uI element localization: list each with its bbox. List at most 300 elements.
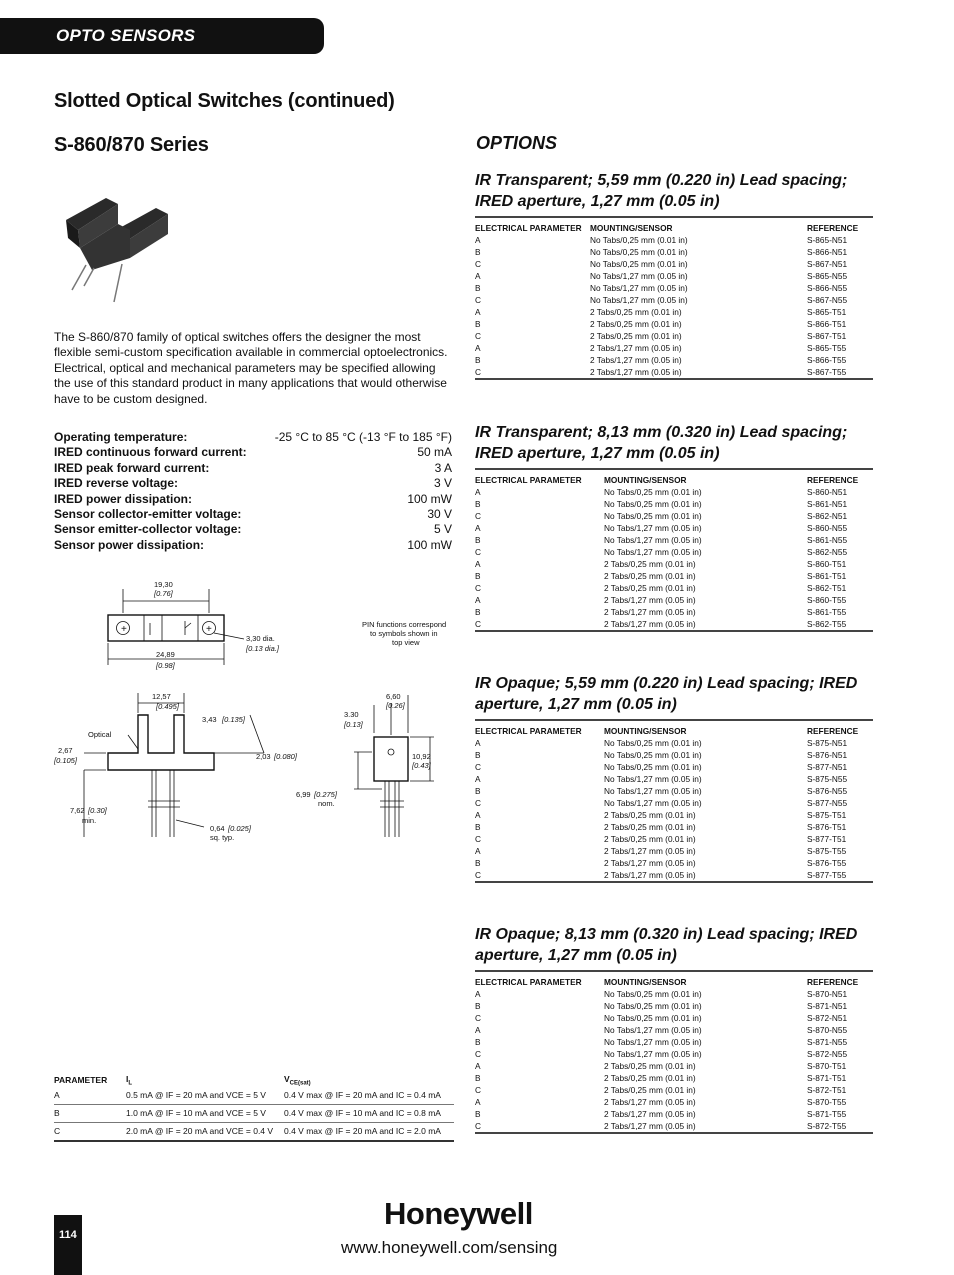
spec-value: 3 A bbox=[434, 460, 452, 475]
cell-reference: S-860-N55 bbox=[807, 523, 848, 533]
cell-mounting: 2 Tabs/0,25 mm (0.01 in) bbox=[604, 1073, 696, 1083]
column-header: ELECTRICAL PARAMETER bbox=[475, 475, 582, 485]
cell-reference: S-875-N55 bbox=[807, 774, 848, 784]
cell-reference: S-870-T51 bbox=[807, 1061, 847, 1071]
table-row bbox=[475, 594, 873, 606]
table-row bbox=[475, 761, 873, 773]
cell-reference: S-872-N51 bbox=[807, 1013, 848, 1023]
series-title: S-860/870 Series bbox=[54, 134, 209, 156]
cell-mounting: 2 Tabs/1,27 mm (0.05 in) bbox=[604, 595, 696, 605]
cell-reference: S-861-T55 bbox=[807, 607, 847, 617]
cell-mounting: No Tabs/1,27 mm (0.05 in) bbox=[604, 1049, 702, 1059]
dim-overall-in: [0.98] bbox=[156, 661, 175, 670]
cell-mounting: 2 Tabs/0,25 mm (0.01 in) bbox=[590, 319, 682, 329]
cell-mounting: 2 Tabs/0,25 mm (0.01 in) bbox=[590, 331, 682, 341]
cell-mounting: 2 Tabs/1,27 mm (0.05 in) bbox=[604, 607, 696, 617]
option-section bbox=[475, 924, 873, 1134]
dim-overall: 24,89 bbox=[156, 650, 175, 659]
cell-reference: S-861-N51 bbox=[807, 499, 848, 509]
table-row bbox=[475, 773, 873, 785]
cell-reference: S-877-T51 bbox=[807, 834, 847, 844]
table-row bbox=[475, 1036, 873, 1048]
cell-reference: S-862-T55 bbox=[807, 619, 847, 629]
cell-parameter: B bbox=[475, 1001, 481, 1011]
cell-mounting: No Tabs/0,25 mm (0.01 in) bbox=[590, 247, 688, 257]
cell-reference: S-865-T55 bbox=[807, 343, 847, 353]
table-header-row bbox=[475, 720, 873, 737]
col-il: $I_L$ bbox=[126, 1074, 133, 1087]
table-row bbox=[475, 234, 873, 246]
table-row bbox=[475, 1096, 873, 1108]
spec-row bbox=[54, 538, 452, 553]
dim-hole-in: [0.13 dia.] bbox=[246, 644, 279, 653]
spec-label: IRED power dissipation: bbox=[54, 491, 193, 506]
cell-parameter: A bbox=[475, 271, 481, 281]
column-header: MOUNTING/SENSOR bbox=[604, 977, 687, 987]
dim-side-nom-in: [0.275] bbox=[314, 790, 337, 799]
cell-parameter: A bbox=[475, 1025, 481, 1035]
cell-mounting: No Tabs/0,25 mm (0.01 in) bbox=[604, 762, 702, 772]
spec-row bbox=[54, 461, 452, 476]
cell-parameter: A bbox=[475, 523, 481, 533]
spec-value: 3 V bbox=[433, 476, 452, 491]
pin-note: to symbols shown in bbox=[370, 629, 438, 638]
cell-mounting: 2 Tabs/1,27 mm (0.05 in) bbox=[604, 1109, 696, 1119]
spec-row bbox=[54, 507, 452, 522]
cell-mounting: No Tabs/0,25 mm (0.01 in) bbox=[604, 989, 702, 999]
cell-reference: S-867-T51 bbox=[807, 331, 847, 341]
options-heading: OPTIONS bbox=[476, 133, 558, 153]
cell-parameter: C bbox=[475, 834, 481, 844]
table-row bbox=[475, 570, 873, 582]
table-row bbox=[475, 1072, 873, 1084]
column-header: REFERENCE bbox=[807, 726, 859, 736]
cell-parameter: C bbox=[475, 547, 481, 557]
dim-lead-min: min. bbox=[82, 816, 97, 825]
cell-mounting: No Tabs/0,25 mm (0.01 in) bbox=[604, 499, 702, 509]
table-row bbox=[475, 282, 873, 294]
cell-reference: S-866-N55 bbox=[807, 283, 848, 293]
table-row bbox=[475, 606, 873, 618]
table-row bbox=[475, 749, 873, 761]
table-row bbox=[475, 737, 873, 749]
cell-reference: S-865-N55 bbox=[807, 271, 848, 281]
dim-side-w2: 6,60 bbox=[386, 692, 401, 701]
table-row bbox=[475, 1060, 873, 1072]
cell-reference: S-860-T55 bbox=[807, 595, 847, 605]
cell-reference: S-876-N55 bbox=[807, 786, 848, 796]
dim-side-w2-in: [0.26] bbox=[386, 701, 405, 710]
spec-value: -25 °C to 85 °C (-13 °F to 185 °F) bbox=[274, 430, 452, 444]
cell-mounting: 2 Tabs/1,27 mm (0.05 in) bbox=[604, 619, 696, 629]
cell-reference: S-862-N51 bbox=[807, 511, 848, 521]
column-header: MOUNTING/SENSOR bbox=[590, 223, 673, 233]
dim-pin-sq: sq. typ. bbox=[210, 833, 235, 842]
cell-mounting: 2 Tabs/0,25 mm (0.01 in) bbox=[604, 810, 696, 820]
column-header: MOUNTING/SENSOR bbox=[604, 726, 687, 736]
dim-side-nom-text: nom. bbox=[318, 799, 335, 808]
cell-mounting: No Tabs/0,25 mm (0.01 in) bbox=[604, 1001, 702, 1011]
dim-lead-in: [0.30] bbox=[88, 806, 107, 815]
table-row bbox=[475, 833, 873, 845]
cell-parameter: B bbox=[54, 1104, 126, 1122]
section-title: IR Transparent; 5,59 mm (0.220 in) Lead spacing; IRED aperture, 1,27 mm (0.05 in) bbox=[475, 172, 848, 210]
table-row bbox=[475, 546, 873, 558]
cell-parameter: C bbox=[475, 331, 481, 341]
cell-parameter: B bbox=[475, 571, 481, 581]
table-row bbox=[475, 845, 873, 857]
cell-mounting: 2 Tabs/0,25 mm (0.01 in) bbox=[590, 307, 682, 317]
column-header: ELECTRICAL PARAMETER bbox=[475, 726, 582, 736]
cell-mounting: No Tabs/0,25 mm (0.01 in) bbox=[604, 487, 702, 497]
page-number: 114 bbox=[59, 1229, 77, 1241]
cell-reference: S-872-N55 bbox=[807, 1049, 848, 1059]
cell-mounting: 2 Tabs/0,25 mm (0.01 in) bbox=[604, 583, 696, 593]
cell-mounting: No Tabs/0,25 mm (0.01 in) bbox=[590, 259, 688, 269]
cell-parameter: C bbox=[475, 1085, 481, 1095]
cell-mounting: 2 Tabs/0,25 mm (0.01 in) bbox=[604, 822, 696, 832]
cell-reference: S-876-N51 bbox=[807, 750, 848, 760]
cell-mounting: 2 Tabs/0,25 mm (0.01 in) bbox=[604, 559, 696, 569]
table-row bbox=[475, 246, 873, 258]
cell-reference: S-866-T51 bbox=[807, 319, 847, 329]
table-row bbox=[54, 1087, 454, 1105]
cell-parameter: C bbox=[475, 367, 481, 377]
product-photo bbox=[56, 190, 186, 310]
table-row bbox=[475, 342, 873, 354]
cell-reference: S-877-N55 bbox=[807, 798, 848, 808]
cell-parameter: C bbox=[475, 511, 481, 521]
cell-mounting: No Tabs/0,25 mm (0.01 in) bbox=[604, 511, 702, 521]
dim-slot: 12,57 bbox=[152, 692, 171, 701]
cell-reference: S-862-T51 bbox=[807, 583, 847, 593]
optical-label: Optical bbox=[88, 730, 112, 739]
cell-mounting: No Tabs/1,27 mm (0.05 in) bbox=[590, 283, 688, 293]
option-section bbox=[475, 422, 873, 632]
cell-reference: S-877-N51 bbox=[807, 762, 848, 772]
column-header: MOUNTING/SENSOR bbox=[604, 475, 687, 485]
spec-value: 100 mW bbox=[407, 491, 452, 506]
table-row bbox=[475, 797, 873, 809]
cell-vce: 0.4 V max @ IF = 20 mA and IC = 0.4 mA bbox=[284, 1087, 454, 1105]
cell-parameter: C bbox=[475, 1121, 481, 1131]
dim-side-w1: 3.30 bbox=[344, 710, 359, 719]
table-row bbox=[475, 1084, 873, 1096]
cell-reference: S-876-T51 bbox=[807, 822, 847, 832]
cell-parameter: A bbox=[475, 846, 481, 856]
table-row bbox=[475, 821, 873, 833]
cell-mounting: No Tabs/1,27 mm (0.05 in) bbox=[604, 798, 702, 808]
cell-parameter: A bbox=[475, 738, 481, 748]
spec-row bbox=[54, 492, 452, 507]
cell-parameter: C bbox=[475, 798, 481, 808]
cell-reference: S-861-T51 bbox=[807, 571, 847, 581]
cell-parameter: C bbox=[475, 583, 481, 593]
options-table bbox=[475, 970, 873, 1134]
table-row bbox=[54, 1122, 454, 1141]
cell-mounting: No Tabs/1,27 mm (0.05 in) bbox=[604, 786, 702, 796]
cell-reference: S-866-T55 bbox=[807, 355, 847, 365]
cell-parameter: A bbox=[475, 307, 481, 317]
dim-side-nom: 6,99 bbox=[296, 790, 311, 799]
dim-lead: 7,62 bbox=[70, 806, 85, 815]
product-description: The S-860/870 family of optical switches offers the designer the most flexible semi-custom specification available in commercial optoelectronics. Electrical, optical and mechanical parameters may be specified allowing the use of this standard product in many applications that would otherwise have to be custom designed. bbox=[54, 330, 448, 406]
spec-row bbox=[54, 476, 452, 491]
cell-mounting: No Tabs/0,25 mm (0.01 in) bbox=[604, 750, 702, 760]
cell-parameter: C bbox=[475, 619, 481, 629]
cell-reference: S-865-T51 bbox=[807, 307, 847, 317]
section-header-label: OPTO SENSORS bbox=[56, 26, 196, 45]
cell-parameter: B bbox=[475, 607, 481, 617]
table-row bbox=[475, 1120, 873, 1133]
option-section bbox=[475, 673, 873, 883]
cell-parameter: B bbox=[475, 786, 481, 796]
options-table bbox=[475, 719, 873, 883]
table-row bbox=[54, 1104, 454, 1122]
table-header-row bbox=[475, 971, 873, 988]
cell-mounting: No Tabs/1,27 mm (0.05 in) bbox=[604, 774, 702, 784]
cell-mounting: No Tabs/1,27 mm (0.05 in) bbox=[590, 271, 688, 281]
cell-mounting: No Tabs/1,27 mm (0.05 in) bbox=[604, 547, 702, 557]
column-header: ELECTRICAL PARAMETER bbox=[475, 223, 582, 233]
cell-reference: S-871-T55 bbox=[807, 1109, 847, 1119]
dim-gap: 3,43 bbox=[202, 715, 217, 724]
table-row bbox=[475, 534, 873, 546]
option-section bbox=[475, 170, 873, 380]
table-row bbox=[475, 306, 873, 318]
table-header-row bbox=[54, 1074, 454, 1087]
spec-label: IRED reverse voltage: bbox=[54, 476, 179, 491]
cell-reference: S-870-T55 bbox=[807, 1097, 847, 1107]
table-row bbox=[475, 294, 873, 306]
spec-value: 5 V bbox=[433, 522, 452, 537]
spec-label: IRED continuous forward current: bbox=[54, 445, 247, 460]
cell-parameter: B bbox=[475, 355, 481, 365]
column-header: REFERENCE bbox=[807, 977, 859, 987]
dim-pin: 0,64 bbox=[210, 824, 225, 833]
cell-reference: S-875-T55 bbox=[807, 846, 847, 856]
cell-parameter: B bbox=[475, 247, 481, 257]
cell-parameter: A bbox=[475, 487, 481, 497]
table-header-row bbox=[475, 469, 873, 486]
table-row bbox=[475, 498, 873, 510]
cell-reference: S-871-T51 bbox=[807, 1073, 847, 1083]
cell-mounting: 2 Tabs/1,27 mm (0.05 in) bbox=[590, 355, 682, 365]
cell-parameter: A bbox=[475, 235, 481, 245]
table-row bbox=[475, 318, 873, 330]
cell-parameter: A bbox=[475, 559, 481, 569]
cell-parameter: B bbox=[475, 1109, 481, 1119]
table-row bbox=[475, 1048, 873, 1060]
table-row bbox=[475, 1108, 873, 1120]
cell-vce: 0.4 V max @ IF = 10 mA and IC = 0.8 mA bbox=[284, 1104, 454, 1122]
cell-mounting: 2 Tabs/0,25 mm (0.01 in) bbox=[604, 1085, 696, 1095]
spec-row bbox=[54, 445, 452, 460]
section-header-bar bbox=[0, 18, 324, 54]
pin-note: top view bbox=[392, 638, 420, 647]
table-row bbox=[475, 354, 873, 366]
cell-reference: S-870-N51 bbox=[807, 989, 848, 999]
cell-parameter: A bbox=[475, 1097, 481, 1107]
cell-reference: S-866-N51 bbox=[807, 247, 848, 257]
cell-reference: S-872-T51 bbox=[807, 1085, 847, 1095]
cell-mounting: No Tabs/1,27 mm (0.05 in) bbox=[604, 523, 702, 533]
table-header-row bbox=[475, 217, 873, 234]
cell-parameter: B bbox=[475, 822, 481, 832]
table-row bbox=[475, 270, 873, 282]
cell-mounting: 2 Tabs/1,27 mm (0.05 in) bbox=[604, 846, 696, 856]
column-header: ELECTRICAL PARAMETER bbox=[475, 977, 582, 987]
cell-reference: S-877-T55 bbox=[807, 870, 847, 880]
table-row bbox=[475, 1024, 873, 1036]
cell-parameter: A bbox=[54, 1087, 126, 1105]
cell-reference: S-875-T51 bbox=[807, 810, 847, 820]
cell-parameter: A bbox=[475, 343, 481, 353]
cell-parameter: A bbox=[475, 774, 481, 784]
cell-mounting: 2 Tabs/1,27 mm (0.05 in) bbox=[590, 367, 682, 377]
cell-mounting: 2 Tabs/0,25 mm (0.01 in) bbox=[604, 1061, 696, 1071]
cell-mounting: 2 Tabs/1,27 mm (0.05 in) bbox=[604, 858, 696, 868]
plus-icon: + bbox=[121, 624, 127, 635]
options-table bbox=[475, 468, 873, 632]
dim-top-width-in: [0.76] bbox=[154, 589, 173, 598]
cell-mounting: 2 Tabs/1,27 mm (0.05 in) bbox=[604, 1097, 696, 1107]
column-header: REFERENCE bbox=[807, 223, 859, 233]
spec-label: Sensor emitter-collector voltage: bbox=[54, 522, 242, 537]
cell-mounting: No Tabs/0,25 mm (0.01 in) bbox=[604, 1013, 702, 1023]
cell-reference: S-862-N55 bbox=[807, 547, 848, 557]
cell-mounting: No Tabs/1,27 mm (0.05 in) bbox=[604, 1037, 702, 1047]
cell-parameter: A bbox=[475, 989, 481, 999]
table-row bbox=[475, 785, 873, 797]
options-table bbox=[475, 216, 873, 380]
cell-reference: S-870-N55 bbox=[807, 1025, 848, 1035]
section-title: IR Opaque; 5,59 mm (0.220 in) Lead spacing; IRED aperture, 1,27 mm (0.05 in) bbox=[475, 675, 858, 713]
page-number-tab bbox=[54, 1215, 82, 1275]
cell-parameter: B bbox=[475, 535, 481, 545]
cell-mounting: 2 Tabs/0,25 mm (0.01 in) bbox=[604, 834, 696, 844]
column-header: REFERENCE bbox=[807, 475, 859, 485]
cell-reference: S-867-T55 bbox=[807, 367, 847, 377]
cell-mounting: 2 Tabs/1,27 mm (0.05 in) bbox=[604, 870, 696, 880]
section-title: IR Transparent; 8,13 mm (0.320 in) Lead spacing; IRED aperture, 1,27 mm (0.05 in) bbox=[475, 424, 848, 462]
cell-mounting: No Tabs/0,25 mm (0.01 in) bbox=[590, 235, 688, 245]
cell-parameter: C bbox=[475, 1049, 481, 1059]
table-row bbox=[475, 582, 873, 594]
cell-reference: S-865-N51 bbox=[807, 235, 848, 245]
cell-parameter: B bbox=[475, 1037, 481, 1047]
cell-vce: 0.4 V max @ IF = 20 mA and IC = 2.0 mA bbox=[284, 1122, 454, 1141]
cell-parameter: B bbox=[475, 1073, 481, 1083]
cell-parameter: C bbox=[475, 762, 481, 772]
spec-row bbox=[54, 430, 452, 445]
spec-value: 50 mA bbox=[417, 445, 452, 460]
page-title: Slotted Optical Switches (continued) bbox=[54, 90, 395, 112]
cell-parameter: B bbox=[475, 283, 481, 293]
table-row bbox=[475, 809, 873, 821]
cell-mounting: 2 Tabs/0,25 mm (0.01 in) bbox=[604, 571, 696, 581]
cell-mounting: No Tabs/0,25 mm (0.01 in) bbox=[604, 738, 702, 748]
cell-il: 2.0 mA @ IF = 20 mA and VCE = 0.4 V bbox=[126, 1122, 284, 1141]
table-row bbox=[475, 869, 873, 882]
cell-parameter: C bbox=[475, 295, 481, 305]
dim-h2: 2,03 bbox=[256, 752, 271, 761]
table-row bbox=[475, 330, 873, 342]
table-row bbox=[475, 486, 873, 498]
spec-row bbox=[54, 522, 452, 537]
cell-mounting: No Tabs/1,27 mm (0.05 in) bbox=[604, 535, 702, 545]
dim-h2-in: [0.080] bbox=[274, 752, 297, 761]
cell-reference: S-867-N55 bbox=[807, 295, 848, 305]
table-row bbox=[475, 510, 873, 522]
cell-parameter: C bbox=[475, 259, 481, 269]
cell-parameter: A bbox=[475, 1061, 481, 1071]
dim-h1-in: [0.105] bbox=[54, 756, 77, 765]
sensor-body-image bbox=[66, 198, 168, 302]
dim-side-h: 10,92 bbox=[412, 752, 431, 761]
table-row bbox=[475, 988, 873, 1000]
table-row bbox=[475, 1012, 873, 1024]
cell-reference: S-860-N51 bbox=[807, 487, 848, 497]
col-vce: $V_{CE(sat)}$ bbox=[284, 1074, 311, 1087]
honeywell-logo: Honeywell bbox=[384, 1196, 533, 1231]
dim-side-h-in: [0.43] bbox=[412, 761, 431, 770]
cell-il: 1.0 mA @ IF = 10 mA and VCE = 5 V bbox=[126, 1104, 284, 1122]
cell-parameter: C bbox=[54, 1122, 126, 1141]
cell-mounting: 2 Tabs/1,27 mm (0.05 in) bbox=[604, 1121, 696, 1131]
table-row bbox=[475, 618, 873, 631]
table-row bbox=[475, 522, 873, 534]
spec-label: IRED peak forward current: bbox=[54, 460, 210, 475]
absolute-ratings bbox=[54, 430, 452, 553]
dim-slot-in: [0.495] bbox=[156, 702, 179, 711]
cell-parameter: A bbox=[475, 595, 481, 605]
cell-reference: S-861-N55 bbox=[807, 535, 848, 545]
spec-value: 100 mW bbox=[407, 537, 452, 552]
cell-parameter: B bbox=[475, 858, 481, 868]
plus-icon: + bbox=[206, 624, 212, 635]
spec-value: 30 V bbox=[427, 506, 452, 521]
cell-reference: S-867-N51 bbox=[807, 259, 848, 269]
dim-gap-in: [0.135] bbox=[222, 715, 245, 724]
dimension-drawing bbox=[54, 575, 454, 845]
spec-label: Sensor collector-emitter voltage: bbox=[54, 506, 242, 521]
dim-top-width: 19,30 bbox=[154, 580, 173, 589]
dim-side-w1-in: [0.13] bbox=[344, 720, 363, 729]
parameter-table bbox=[54, 1074, 454, 1142]
spec-label: Sensor power dissipation: bbox=[54, 537, 205, 552]
cell-reference: S-871-N51 bbox=[807, 1001, 848, 1011]
section-title: IR Opaque; 8,13 mm (0.320 in) Lead spacing; IRED aperture, 1,27 mm (0.05 in) bbox=[475, 926, 858, 964]
table-row bbox=[475, 1000, 873, 1012]
cell-parameter: C bbox=[475, 1013, 481, 1023]
pin-note: PIN functions correspond bbox=[362, 620, 447, 629]
table-row bbox=[475, 258, 873, 270]
website-link[interactable]: www.honeywell.com/sensing bbox=[341, 1238, 558, 1257]
cell-reference: S-871-N55 bbox=[807, 1037, 848, 1047]
cell-reference: S-876-T55 bbox=[807, 858, 847, 868]
cell-parameter: A bbox=[475, 810, 481, 820]
dim-h1: 2,67 bbox=[58, 746, 73, 755]
col-parameter: PARAMETER bbox=[54, 1075, 108, 1086]
cell-reference: S-872-T55 bbox=[807, 1121, 847, 1131]
cell-mounting: No Tabs/1,27 mm (0.05 in) bbox=[590, 295, 688, 305]
cell-parameter: B bbox=[475, 750, 481, 760]
cell-parameter: B bbox=[475, 319, 481, 329]
cell-parameter: C bbox=[475, 870, 481, 880]
dim-hole: 3,30 dia. bbox=[246, 634, 275, 643]
table-row bbox=[475, 558, 873, 570]
